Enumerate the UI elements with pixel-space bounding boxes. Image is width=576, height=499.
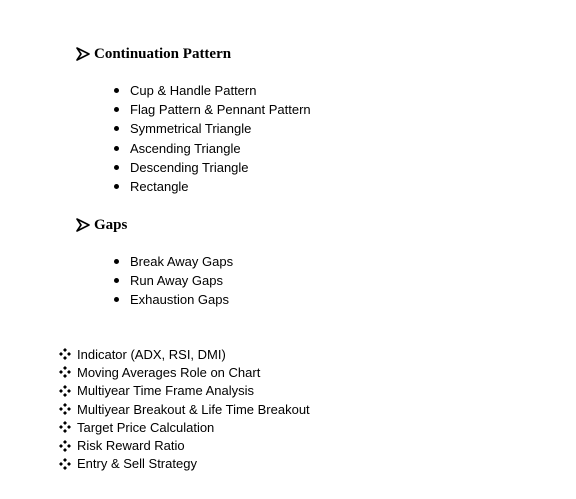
list-item: Run Away Gaps <box>114 271 233 290</box>
bullet-dot-icon <box>114 184 119 189</box>
list-item: Risk Reward Ratio <box>58 436 310 454</box>
gaps-list <box>114 252 233 310</box>
list-item: Multiyear Time Frame Analysis <box>58 382 310 400</box>
bullet-dot-icon <box>114 278 119 283</box>
bullet-dot-icon <box>114 165 119 170</box>
bullet-dot-icon <box>114 146 119 151</box>
four-diamond-bullet-icon <box>58 420 72 434</box>
bullet-dot-icon <box>114 88 119 93</box>
list-item: Ascending Triangle <box>114 139 311 158</box>
continuation-pattern-title: Continuation Pattern <box>94 46 232 62</box>
list-item: Descending Triangle <box>114 158 311 177</box>
gaps-title: Gaps <box>94 217 128 233</box>
list-item: Moving Averages Role on Chart <box>58 363 310 381</box>
bullet-dot-icon <box>114 259 119 264</box>
four-diamond-bullet-icon <box>58 457 72 471</box>
list-item: Indicator (ADX, RSI, DMI) <box>58 345 310 363</box>
list-item: Rectangle <box>114 177 311 196</box>
list-item: Target Price Calculation <box>58 418 310 436</box>
continuation-pattern-list <box>114 81 311 196</box>
arrowhead-bullet-icon <box>75 47 91 61</box>
four-diamond-bullet-icon <box>58 365 72 379</box>
bullet-dot-icon <box>114 126 119 131</box>
list-item: Exhaustion Gaps <box>114 290 233 309</box>
gaps-heading <box>75 215 127 235</box>
four-diamond-bullet-icon <box>58 347 72 361</box>
list-item: Multiyear Breakout & Life Time Breakout <box>58 400 310 418</box>
list-item: Break Away Gaps <box>114 252 233 271</box>
list-item: Symmetrical Triangle <box>114 119 311 138</box>
four-diamond-bullet-icon <box>58 384 72 398</box>
topics-list <box>58 345 310 473</box>
list-item: Entry & Sell Strategy <box>58 455 310 473</box>
bullet-dot-icon <box>114 297 119 302</box>
bullet-dot-icon <box>114 107 119 112</box>
continuation-pattern-heading <box>75 44 231 64</box>
list-item: Flag Pattern & Pennant Pattern <box>114 100 311 119</box>
four-diamond-bullet-icon <box>58 439 72 453</box>
list-item: Cup & Handle Pattern <box>114 81 311 100</box>
arrowhead-bullet-icon <box>75 218 91 232</box>
four-diamond-bullet-icon <box>58 402 72 416</box>
